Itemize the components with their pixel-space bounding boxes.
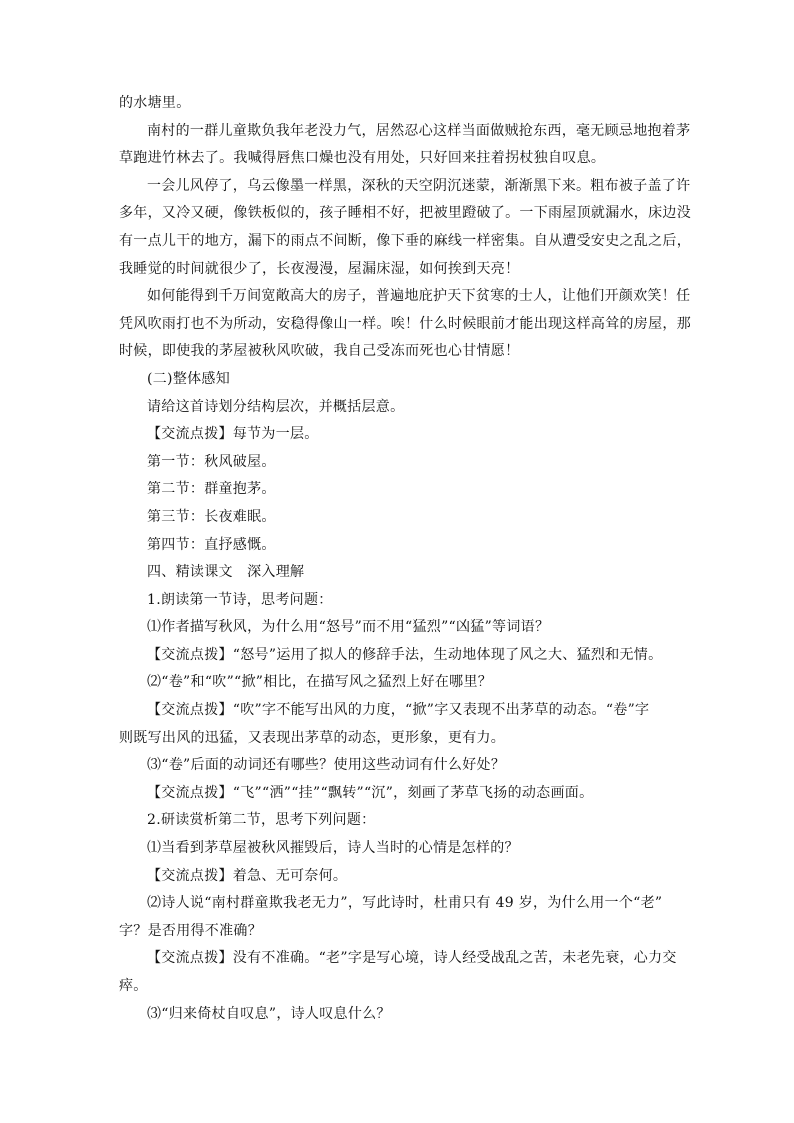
text-line: 【交流点拨】没有不准确。“老”字是写心境，诗人经受战乱之苦，未老先衰，心力交	[147, 950, 677, 967]
text-line: 有一点儿干的地方，漏下的雨点不间断，像下垂的麻线一样密集。自从遭受安史之乱之后，	[119, 232, 691, 249]
text-line: 瘁。	[119, 978, 148, 994]
text-line: 【交流点拨】着急、无可奈何。	[147, 867, 348, 884]
text-line: 的水塘里。	[119, 95, 191, 111]
text-line: 请给这首诗划分结构层次，并概括层意。	[147, 398, 405, 415]
text-line: 四、精读课文 深入理解	[147, 564, 305, 581]
text-line: 【交流点拨】“吹”字不能写出风的力度，“掀”字又表现不出茅草的动态。“卷”字	[147, 702, 650, 719]
document-page	[119, 90, 691, 1028]
text-line: 【交流点拨】每节为一层。	[147, 426, 319, 443]
text-line: 【交流点拨】“飞”“洒”“挂”“飘转”“沉”，刻画了茅草飞扬的动态画面。	[147, 784, 594, 801]
text-line: ⑵“卷”和“吹”“掀”相比，在描写风之猛烈上好在哪里？	[147, 674, 493, 691]
text-line: 草跑进竹林去了。我喊得唇焦口燥也没有用处，只好回来拄着拐杖独自叹息。	[119, 150, 606, 167]
text-line: 时候，即使我的茅屋被秋风吹破，我自己受冻而死也心甘情愿！	[119, 343, 520, 360]
text-line: 多年，又冷又硬，像铁板似的，孩子睡相不好，把被里蹬破了。一下雨屋顶就漏水，床边没	[119, 205, 691, 222]
text-line: ⑵诗人说“南村群童欺我老无力”，写此诗时，杜甫只有 49 岁，为什么用一个“老”	[147, 895, 663, 912]
text-line: 南村的一群儿童欺负我年老没力气，居然忍心这样当面做贼抢东西，毫无顾忌地抱着茅	[147, 122, 691, 139]
text-line: 2.研读赏析第二节，思考下列问题：	[147, 812, 376, 829]
text-line: 1.朗读第一节诗，思考问题：	[147, 591, 333, 608]
text-line: 第二节：群童抱茅。	[147, 481, 276, 498]
text-line: 第三节：长夜难眠。	[147, 508, 276, 525]
text-line: ⑴当看到茅草屋被秋风摧毁后，诗人当时的心情是怎样的？	[147, 840, 519, 857]
text-line: ⑶“卷”后面的动词还有哪些？使用这些动词有什么好处？	[147, 757, 506, 774]
text-line: 凭风吹雨打也不为所动，安稳得像山一样。唉！什么时候眼前才能出现这样高耸的房屋，那	[119, 315, 691, 332]
text-line: 【交流点拨】“怒号”运用了拟人的修辞手法，生动地体现了风之大、猛烈和无情。	[147, 646, 663, 663]
text-line: ⑴作者描写秋风，为什么用“怒号”而不用“猛烈”“凶猛”等词语？	[147, 619, 550, 636]
text-line: (二)整体感知	[147, 370, 231, 387]
text-line: 一会儿风停了，乌云像墨一样黑，深秋的天空阴沉迷蒙，渐渐黑下来。粗布被子盖了许	[147, 177, 691, 194]
text-line: 则既写出风的迅猛，又表现出茅草的动态，更形象，更有力。	[119, 729, 506, 746]
text-line: 第一节：秋风破屋。	[147, 453, 276, 470]
text-line: ⑶“归来倚杖自叹息”，诗人叹息什么？	[147, 1005, 391, 1022]
text-line: 我睡觉的时间就很少了，长夜漫漫，屋漏床湿，如何挨到天亮！	[119, 260, 520, 277]
text-line: 如何能得到千万间宽敞高大的房子，普遍地庇护天下贫寒的士人，让他们开颜欢笑！任	[147, 288, 691, 305]
text-line: 第四节：直抒感慨。	[147, 536, 276, 553]
text-line: 字？是否用得不准确？	[119, 922, 262, 939]
